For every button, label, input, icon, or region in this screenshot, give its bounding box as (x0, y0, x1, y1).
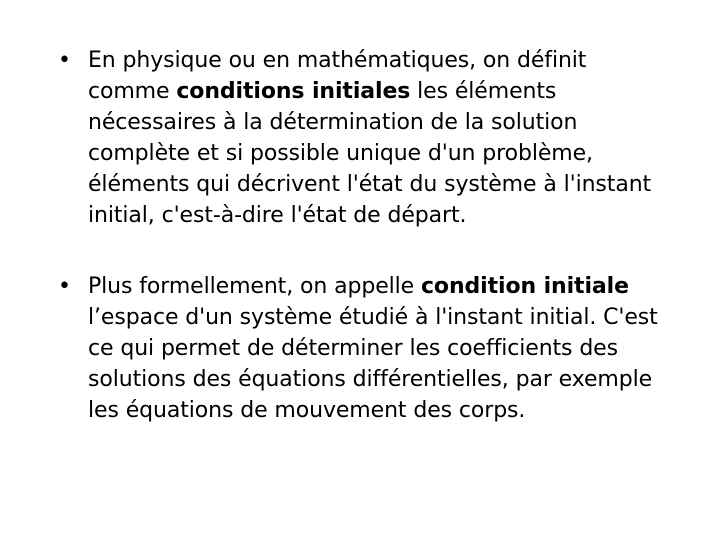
bullet-item-initial-conditions (58, 45, 658, 231)
bullet-item-formal-definition (58, 271, 658, 426)
bullet-text-start: En physique ou en mathématiques, on définit comme (88, 48, 587, 104)
bullet-list (58, 45, 658, 426)
bullet-marker: • (58, 48, 71, 73)
bullet-bold-term: conditions initiales (176, 79, 411, 104)
bullet-text-end: les éléments nécessaires à la détermination de la solution complète et si possible unique d'un problème, éléments qui décrivent l'état du système à l'instant initial, c'est-à-dire l'état de départ. (88, 79, 652, 228)
bullet-marker: • (58, 274, 71, 299)
bullet-text-start: Plus formellement, on appelle (88, 274, 421, 299)
bullet-bold-term: condition initiale (420, 274, 629, 299)
bullet-text-end: l’espace d'un système étudié à l'instant initial. C'est ce qui permet de déterminer les coefficients des solutions des équations différentielles, par exemple les équations de mouvement des corps. (88, 305, 658, 423)
